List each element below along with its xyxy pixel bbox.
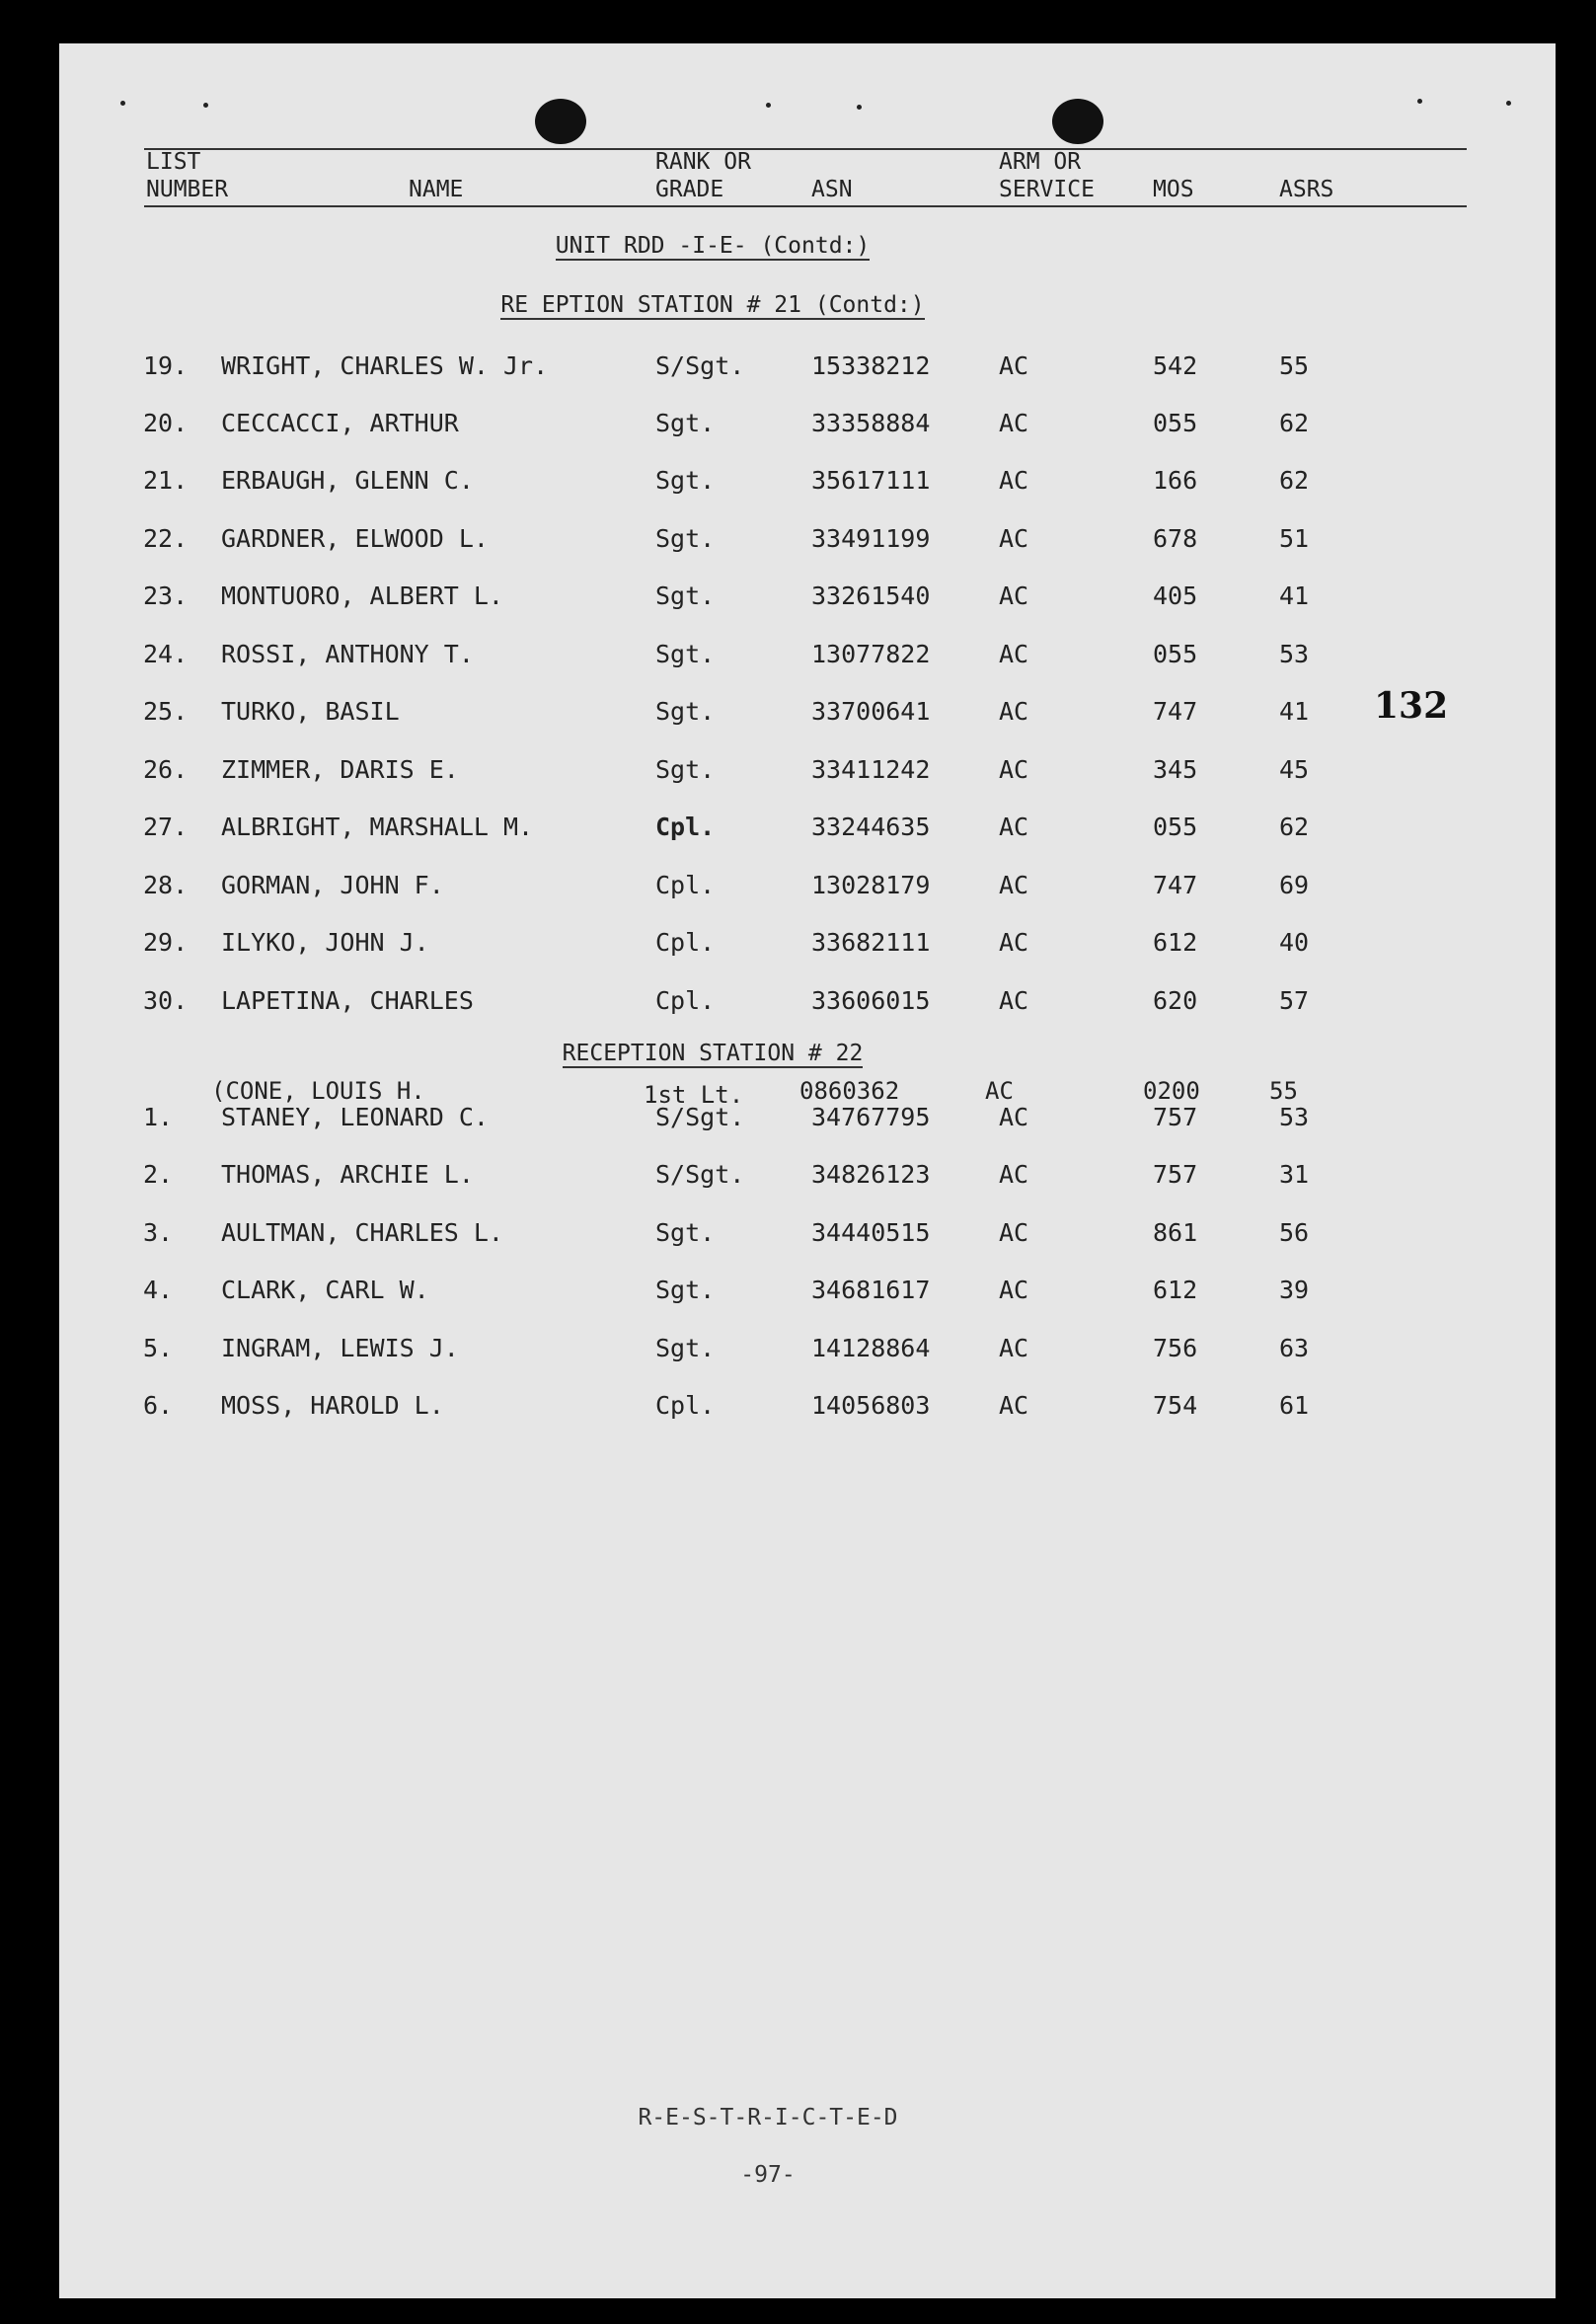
table-row	[0, 981, 1596, 1021]
row-number: 27.	[143, 813, 189, 841]
row-name: ILYKO, JOHN J.	[221, 928, 429, 957]
row-asrs: 41	[1279, 581, 1310, 610]
row-name: CECCACCI, ARTHUR	[221, 409, 459, 437]
table-row	[0, 404, 1596, 443]
row-mos: 757	[1153, 1160, 1198, 1189]
row-asn: 15338212	[811, 351, 931, 380]
row-arm: AC	[999, 928, 1029, 957]
header-list-number-line2: NUMBER	[146, 177, 229, 202]
speck	[1417, 99, 1422, 104]
row-mos: 757	[1153, 1103, 1198, 1131]
row-name: CLARK, CARL W.	[221, 1276, 429, 1304]
unit-heading-text: UNIT RDD -I-E- (Contd:)	[555, 233, 871, 259]
header-mos: MOS	[1153, 177, 1194, 202]
row-number: 28.	[143, 871, 189, 899]
row-arm: AC	[999, 1334, 1029, 1362]
row-name: TURKO, BASIL	[221, 697, 400, 726]
table-row	[0, 750, 1596, 790]
row-number: 19.	[143, 351, 189, 380]
row-asn: 33261540	[811, 581, 931, 610]
station-22-heading-text: RECEPTION STATION # 22	[562, 1041, 864, 1066]
row-asrs: 57	[1279, 986, 1310, 1015]
speck	[203, 103, 208, 108]
row-asn: 33244635	[811, 813, 931, 841]
header-list-number-line1: LIST	[146, 149, 201, 175]
officer-name: (CONE, LOUIS H.	[211, 1077, 425, 1105]
row-number: 2.	[143, 1160, 174, 1189]
row-name: LAPETINA, CHARLES	[221, 986, 474, 1015]
row-arm: AC	[999, 1391, 1029, 1420]
row-rank: Sgt.	[655, 697, 716, 726]
row-number: 6.	[143, 1391, 174, 1420]
table-row	[0, 519, 1596, 559]
header-rank-line2: GRADE	[655, 177, 724, 202]
row-arm: AC	[999, 640, 1029, 668]
table-row	[0, 923, 1596, 963]
row-asn: 34440515	[811, 1218, 931, 1247]
row-number: 26.	[143, 755, 189, 784]
document-page	[59, 43, 1556, 2298]
row-rank: Sgt.	[655, 466, 716, 495]
row-name: ALBRIGHT, MARSHALL M.	[221, 813, 534, 841]
row-name: INGRAM, LEWIS J.	[221, 1334, 459, 1362]
row-rank: Cpl.	[655, 871, 716, 899]
row-rank: Sgt.	[655, 524, 716, 553]
row-arm: AC	[999, 1276, 1029, 1304]
header-arm-line2: SERVICE	[999, 177, 1095, 202]
speck	[120, 101, 125, 106]
row-mos: 055	[1153, 640, 1198, 668]
row-mos: 405	[1153, 581, 1198, 610]
row-rank: Sgt.	[655, 1334, 716, 1362]
row-asrs: 39	[1279, 1276, 1310, 1304]
row-mos: 747	[1153, 697, 1198, 726]
row-asrs: 55	[1279, 351, 1310, 380]
row-asrs: 45	[1279, 755, 1310, 784]
row-mos: 678	[1153, 524, 1198, 553]
row-arm: AC	[999, 581, 1029, 610]
row-arm: AC	[999, 351, 1029, 380]
row-asn: 33606015	[811, 986, 931, 1015]
table-row	[0, 1213, 1596, 1253]
row-name: WRIGHT, CHARLES W. Jr.	[221, 351, 549, 380]
row-rank: S/Sgt.	[655, 351, 745, 380]
row-asrs: 61	[1279, 1391, 1310, 1420]
row-mos: 345	[1153, 755, 1198, 784]
row-asrs: 69	[1279, 871, 1310, 899]
officer-arm: AC	[985, 1077, 1014, 1105]
row-asn: 33358884	[811, 409, 931, 437]
row-asrs: 51	[1279, 524, 1310, 553]
row-number: 29.	[143, 928, 189, 957]
table-row	[0, 808, 1596, 847]
table-row	[0, 692, 1596, 732]
footer-classification: R-E-S-T-R-I-C-T-E-D	[638, 2105, 898, 2130]
row-name: MONTUORO, ALBERT L.	[221, 581, 503, 610]
header-top-rule	[144, 148, 1467, 150]
row-name: GORMAN, JOHN F.	[221, 871, 444, 899]
row-arm: AC	[999, 986, 1029, 1015]
row-number: 1.	[143, 1103, 174, 1131]
table-row	[0, 1329, 1596, 1368]
row-name: ROSSI, ANTHONY T.	[221, 640, 474, 668]
row-asn: 33411242	[811, 755, 931, 784]
officer-mos: 0200	[1143, 1077, 1200, 1105]
header-asn: ASN	[811, 177, 853, 202]
row-asn: 14056803	[811, 1391, 931, 1420]
row-number: 22.	[143, 524, 189, 553]
row-rank: Sgt.	[655, 1218, 716, 1247]
row-rank: Cpl.	[655, 1391, 716, 1420]
row-arm: AC	[999, 755, 1029, 784]
row-mos: 055	[1153, 813, 1198, 841]
row-rank: Sgt.	[655, 409, 716, 437]
row-asn: 34767795	[811, 1103, 931, 1131]
row-number: 24.	[143, 640, 189, 668]
row-name: THOMAS, ARCHIE L.	[221, 1160, 474, 1189]
row-mos: 166	[1153, 466, 1198, 495]
row-mos: 055	[1153, 409, 1198, 437]
row-asn: 35617111	[811, 466, 931, 495]
table-row	[0, 461, 1596, 501]
row-rank: Cpl.	[655, 986, 716, 1015]
row-mos: 756	[1153, 1334, 1198, 1362]
footer-page-number: -97-	[740, 2162, 796, 2188]
row-asn: 13028179	[811, 871, 931, 899]
row-name: GARDNER, ELWOOD L.	[221, 524, 489, 553]
row-number: 4.	[143, 1276, 174, 1304]
row-number: 3.	[143, 1218, 174, 1247]
header-arm-line1: ARM OR	[999, 149, 1082, 175]
row-name: ZIMMER, DARIS E.	[221, 755, 459, 784]
row-arm: AC	[999, 813, 1029, 841]
row-mos: 612	[1153, 1276, 1198, 1304]
table-row	[0, 1271, 1596, 1310]
header-rank-line1: RANK OR	[655, 149, 751, 175]
header-bottom-rule	[144, 205, 1467, 207]
row-asrs: 31	[1279, 1160, 1310, 1189]
table-row	[0, 347, 1596, 386]
officer-asrs: 55	[1269, 1077, 1298, 1105]
speck	[766, 103, 771, 108]
row-mos: 747	[1153, 871, 1198, 899]
row-arm: AC	[999, 871, 1029, 899]
header-arm-or-service	[999, 148, 1095, 203]
row-rank: Sgt.	[655, 581, 716, 610]
row-arm: AC	[999, 1103, 1029, 1131]
row-arm: AC	[999, 466, 1029, 495]
row-asn: 33682111	[811, 928, 931, 957]
punch-hole-right	[1052, 99, 1103, 144]
row-asn: 13077822	[811, 640, 931, 668]
row-arm: AC	[999, 524, 1029, 553]
station-21-rows	[0, 347, 1596, 1038]
row-rank: Sgt.	[655, 755, 716, 784]
row-mos: 861	[1153, 1218, 1198, 1247]
row-number: 5.	[143, 1334, 174, 1362]
row-number: 21.	[143, 466, 189, 495]
row-asn: 34681617	[811, 1276, 931, 1304]
row-asrs: 62	[1279, 813, 1310, 841]
row-asrs: 63	[1279, 1334, 1310, 1362]
officer-asn: 0860362	[799, 1077, 900, 1105]
row-rank: Sgt.	[655, 1276, 716, 1304]
row-mos: 612	[1153, 928, 1198, 957]
row-asrs: 62	[1279, 466, 1310, 495]
row-name: STANEY, LEONARD C.	[221, 1103, 489, 1131]
row-mos: 754	[1153, 1391, 1198, 1420]
row-asn: 33491199	[811, 524, 931, 553]
table-row	[0, 1098, 1596, 1137]
row-asrs: 53	[1279, 640, 1310, 668]
row-name: ERBAUGH, GLENN C.	[221, 466, 474, 495]
table-row	[0, 635, 1596, 674]
row-asrs: 62	[1279, 409, 1310, 437]
row-asn: 14128864	[811, 1334, 931, 1362]
row-asrs: 56	[1279, 1218, 1310, 1247]
row-mos: 620	[1153, 986, 1198, 1015]
row-rank: Cpl.	[655, 813, 716, 841]
row-rank: S/Sgt.	[655, 1103, 745, 1131]
row-arm: AC	[999, 697, 1029, 726]
row-asrs: 53	[1279, 1103, 1310, 1131]
station-22-heading	[0, 1041, 1461, 1066]
row-asrs: 41	[1279, 697, 1310, 726]
table-row	[0, 1155, 1596, 1195]
row-rank: S/Sgt.	[655, 1160, 745, 1189]
margin-page-number: 132	[1374, 685, 1449, 727]
row-rank: Cpl.	[655, 928, 716, 957]
header-name: NAME	[409, 177, 464, 202]
station-22-rows	[0, 1098, 1596, 1433]
unit-heading	[0, 233, 1461, 259]
header-rank-or-grade	[655, 148, 751, 203]
punch-hole-left	[535, 99, 586, 144]
row-number: 23.	[143, 581, 189, 610]
speck	[1506, 101, 1511, 106]
row-rank: Sgt.	[655, 640, 716, 668]
table-row	[0, 577, 1596, 616]
row-asn: 34826123	[811, 1160, 931, 1189]
row-asrs: 40	[1279, 928, 1310, 957]
row-mos: 542	[1153, 351, 1198, 380]
row-arm: AC	[999, 1218, 1029, 1247]
table-row	[0, 866, 1596, 905]
table-row	[0, 1386, 1596, 1426]
header-asrs: ASRS	[1279, 177, 1334, 202]
speck	[857, 105, 862, 110]
station-21-heading	[0, 292, 1461, 318]
row-number: 20.	[143, 409, 189, 437]
officer-rank: 1st Lt.	[644, 1081, 744, 1109]
station-21-heading-text: RE EPTION STATION # 21 (Contd:)	[500, 292, 925, 318]
row-arm: AC	[999, 1160, 1029, 1189]
row-name: AULTMAN, CHARLES L.	[221, 1218, 503, 1247]
row-asn: 33700641	[811, 697, 931, 726]
row-arm: AC	[999, 409, 1029, 437]
row-name: MOSS, HAROLD L.	[221, 1391, 444, 1420]
row-number: 25.	[143, 697, 189, 726]
header-list-number	[146, 148, 228, 203]
row-number: 30.	[143, 986, 189, 1015]
